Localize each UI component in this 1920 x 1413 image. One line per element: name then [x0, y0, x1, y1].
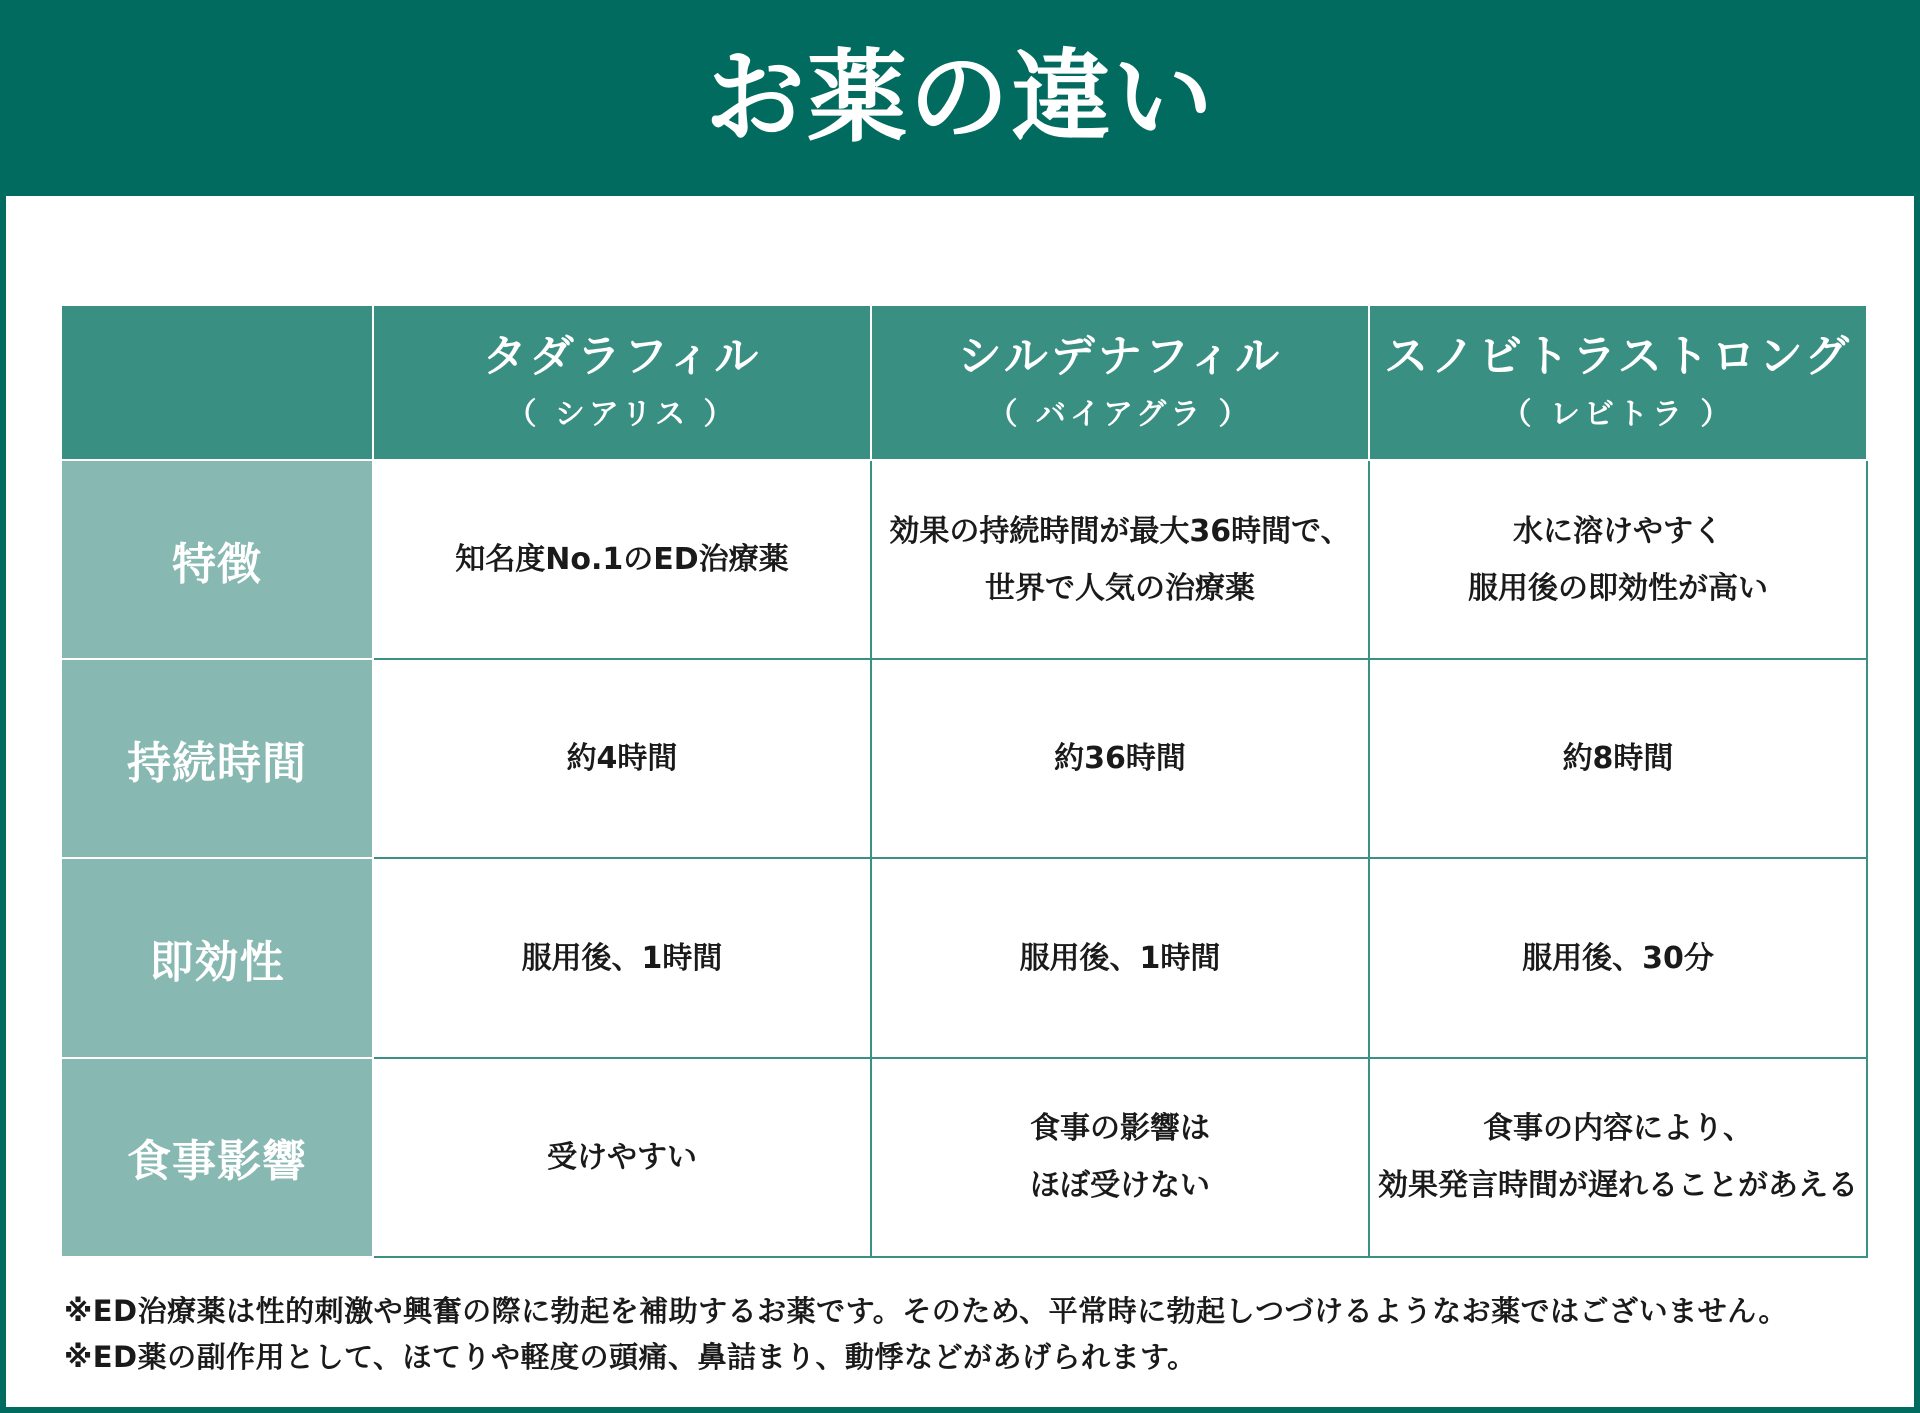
cell-line: 服用後、1時間 — [521, 940, 723, 976]
cell-line: 受けやすい — [547, 1139, 697, 1175]
cell-line: 食事の内容により、 — [1483, 1111, 1753, 1147]
table-cell — [373, 858, 871, 1057]
page-title: お薬の違い — [705, 39, 1215, 156]
cell-line: 食事の影響は — [1030, 1111, 1210, 1147]
drug-alias: （ レビトラ ） — [1501, 396, 1735, 432]
table-cell — [1369, 460, 1867, 659]
cell-line: 効果発言時間が遅れることがあえる — [1378, 1168, 1858, 1204]
drug-name: シルデナフィル — [957, 331, 1283, 383]
header-corner-cell — [61, 305, 373, 460]
row-label: 持続時間 — [61, 659, 373, 858]
comparison-table — [60, 304, 1868, 1258]
title-bar — [0, 0, 1920, 196]
cell-line: 水に溶けやすく — [1513, 513, 1723, 549]
table-cell — [1369, 659, 1867, 858]
table-row-food-effect — [61, 1058, 1867, 1257]
table-header-row — [61, 305, 1867, 460]
table-cell — [1369, 858, 1867, 1057]
footnote: ※ED薬の副作用として、ほてりや軽度の頭痛、鼻詰まり、動悸などがあげられます。 — [64, 1340, 1197, 1374]
table-cell — [1369, 1058, 1867, 1257]
footnotes — [64, 1288, 1884, 1380]
row-label: 食事影響 — [61, 1058, 373, 1257]
header-cell-snovitra — [1369, 305, 1867, 460]
drug-name: スノビトラストロング — [1384, 331, 1852, 383]
cell-line: 約36時間 — [1054, 741, 1186, 777]
table-cell — [373, 460, 871, 659]
cell-line: 世界で人気の治療薬 — [985, 570, 1255, 606]
cell-line: ほぼ受けない — [1030, 1168, 1210, 1204]
table-row-features — [61, 460, 1867, 659]
cell-line: 服用後の即効性が高い — [1468, 570, 1768, 606]
drug-name: タダラフィル — [482, 331, 762, 383]
table-row-duration — [61, 659, 1867, 858]
row-label: 即効性 — [61, 858, 373, 1057]
cell-line: 効果の持続時間が最大36時間で、 — [889, 513, 1351, 549]
cell-line: 約8時間 — [1562, 741, 1674, 777]
cell-line: 服用後、30分 — [1522, 940, 1714, 976]
cell-line: 服用後、1時間 — [1019, 940, 1221, 976]
table-row-onset — [61, 858, 1867, 1057]
row-label: 特徴 — [61, 460, 373, 659]
footnote: ※ED治療薬は性的刺激や興奮の際に勃起を補助するお薬です。そのため、平常時に勃起しつづけるようなお薬ではございません。 — [64, 1294, 1788, 1328]
drug-alias: （ バイアグラ ） — [987, 396, 1253, 432]
header-cell-tadalafil — [373, 305, 871, 460]
table-cell — [373, 659, 871, 858]
table-cell — [373, 1058, 871, 1257]
table-cell — [871, 1058, 1369, 1257]
drug-alias: （ シアリス ） — [506, 396, 738, 432]
table-cell — [871, 460, 1369, 659]
table-cell — [871, 858, 1369, 1057]
cell-line: 約4時間 — [566, 741, 678, 777]
table-cell — [871, 659, 1369, 858]
cell-line: 知名度No.1のED治療薬 — [455, 542, 789, 578]
header-cell-sildenafil — [871, 305, 1369, 460]
